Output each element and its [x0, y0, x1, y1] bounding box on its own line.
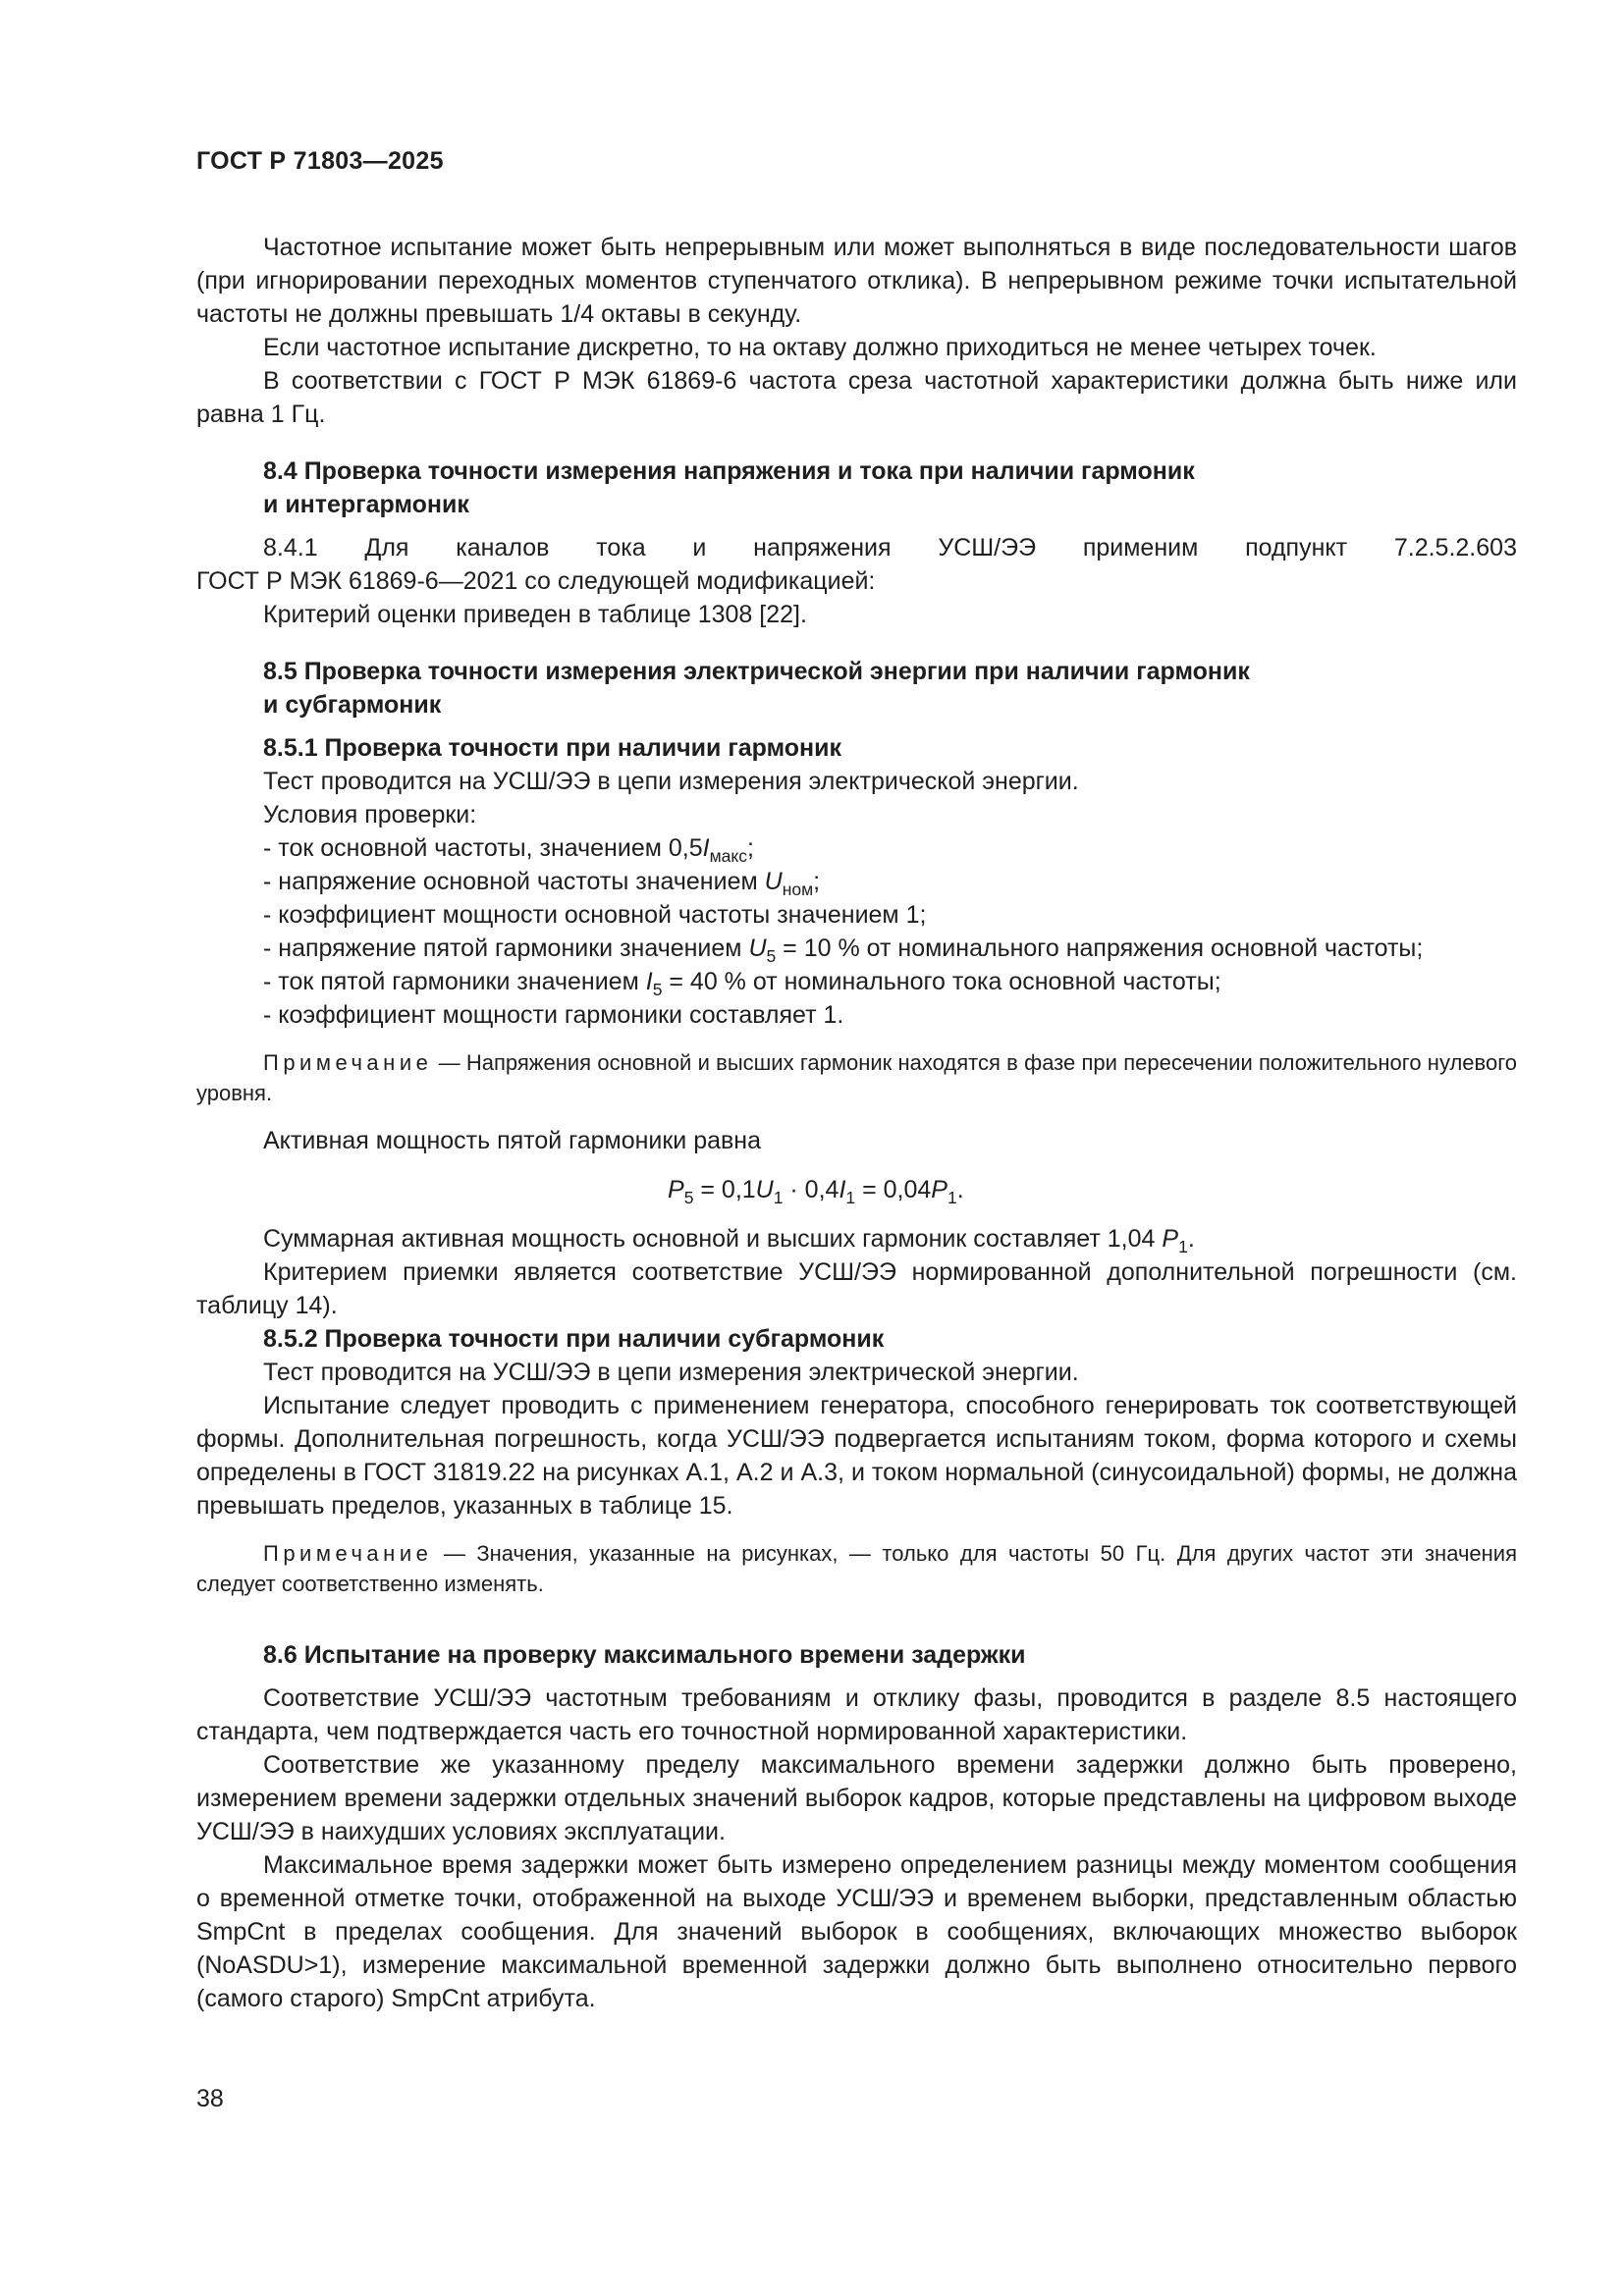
- condition-item: - ток пятой гармоники значением $I_5 = 40$ % от номинального тока основной частоты;: [263, 968, 1221, 999]
- paragraph-active-power: Активная мощность пятой гармоники равна: [263, 1127, 762, 1154]
- section-8-4-title-line2: и интергармоник: [263, 491, 469, 518]
- document-page: [196, 147, 1517, 2015]
- condition-item: - коэффициент мощности гармоники составляет 1.: [263, 1001, 844, 1029]
- note-label: Примечание: [263, 1050, 433, 1075]
- condition-item: - напряжение основной частоты значением $U_{ном}$;: [263, 868, 821, 899]
- section-8-4-1-first-line: [196, 531, 1517, 564]
- word: УСШ/ЭЭ: [938, 534, 1037, 561]
- condition-item: - напряжение пятой гармоники значением $U_5 = 10$ % от номинального напряжения основной частоты;: [263, 934, 1424, 966]
- word: тока: [596, 534, 646, 561]
- formula-fifth-harmonic-power: $P_5 = 0,1U_1 \cdot 0,4I_1 = 0,04P_1$.: [668, 1176, 964, 1207]
- word: и: [692, 534, 707, 561]
- word: 7.2.5.2.603: [1393, 534, 1517, 561]
- word: подпункт: [1245, 534, 1348, 561]
- section-8-5-title: [196, 655, 1517, 721]
- word: 8.4.1: [263, 534, 318, 561]
- paragraph-8-6-compliance: Соответствие УСШ/ЭЭ частотным требованиям и отклику фазы, проводится в разделе 8.5 настоящего стандарта, чем подтверждается часть его точностной нормированной характеристики.: [196, 1684, 1517, 1745]
- section-8-5-title-line2: и субгармоник: [263, 691, 442, 719]
- subsection-8-5-2-title: 8.5.2 Проверка точности при наличии субгармоник: [263, 1325, 885, 1353]
- note-harmonics-phase: Примечание — Напряжения основной и высших гармоник находятся в фазе при пересечении положительного нулевого уровня.: [196, 1050, 1517, 1105]
- subsection-8-5-1-title: 8.5.1 Проверка точности при наличии гармоник: [263, 734, 842, 762]
- paragraph-acceptance-criterion: Критерием приемки является соответствие УСШ/ЭЭ нормированной дополнительной погрешности (см. таблицу 14).: [196, 1258, 1517, 1319]
- word: напряжения: [753, 534, 892, 561]
- section-8-5-title-line1: 8.5 Проверка точности измерения электрической энергии при наличии гармоник: [263, 658, 1250, 685]
- paragraph-test-circuit: Тест проводится на УСШ/ЭЭ в цепи измерения электрической энергии.: [263, 768, 1079, 795]
- word: Для: [364, 534, 409, 561]
- section-8-4-title-line1: 8.4 Проверка точности измерения напряжения и тока при наличии гармоник: [263, 457, 1195, 485]
- paragraph-8-6-max-delay: Максимальное время задержки может быть измерено определением разницы между моментом сообщения о временной отметке точки, отображенной на выходе УСШ/ЭЭ и временем выборки, представленным областью SmpCnt в пределах сообщения. Для значений выборок в сообщениях, включающих множество выборок (NoASDU>1), измерение максимальной временной задержки должно быть выполнено относительно первого (самого старого) SmpCnt атрибута.: [196, 1851, 1517, 2012]
- paragraph-generator: Испытание следует проводить с применением генератора, способного генерировать ток соответствующей формы. Дополнительная погрешность, когда УСШ/ЭЭ подвергается испытаниям током, форма которого и схемы определены в ГОСТ 31819.22 на рисунках А.1, А.2 и А.3, и током нормальной (синусоидальной) формы, не должна превышать пределов, указанных в таблице 15.: [196, 1392, 1517, 1520]
- note-label: Примечание: [263, 1541, 433, 1566]
- word: каналов: [456, 534, 550, 561]
- condition-item: - ток основной частоты, значением $0,5I_{макс}$;: [263, 834, 754, 866]
- condition-item: - коэффициент мощности основной частоты значением 1;: [263, 901, 927, 929]
- paragraph-total-power: Суммарная активная мощность основной и высших гармоник составляет 1,04 $P_1$.: [263, 1225, 1195, 1256]
- document-header: ГОСТ Р 71803—2025: [196, 147, 444, 175]
- section-8-4-criterion: Критерий оценки приведен в таблице 1308 [22].: [263, 601, 807, 628]
- paragraph-discrete-test: Если частотное испытание дискретно, то на октаву должно приходиться не менее четырех точек.: [263, 334, 1377, 361]
- paragraph-8-6-delay-check: Соответствие же указанному пределу максимального времени задержки должно быть проверено, измерением времени задержки отдельных значений выборок кадров, которые представлены на цифровом выходе УСШ/ЭЭ в наихудших условиях эксплуатации.: [196, 1751, 1517, 1845]
- paragraph-cutoff-frequency: В соответствии с ГОСТ Р МЭК 61869-6 частота среза частотной характеристики должна быть ниже или равна 1 Гц.: [196, 367, 1517, 428]
- page-number: 38: [196, 2085, 224, 2112]
- word: применим: [1082, 534, 1199, 561]
- paragraph-frequency-test: Частотное испытание может быть непрерывным или может выполняться в виде последовательности шагов (при игнорировании переходных моментов ступенчатого отклика). В непрерывном режиме точки испытательной частоты не должны превышать 1/4 октавы в секунду.: [196, 234, 1517, 328]
- section-8-6-title: 8.6 Испытание на проверку максимального времени задержки: [263, 1641, 1026, 1669]
- note-frequency-values: Примечание — Значения, указанные на рисунках, — только для частоты 50 Гц. Для других частот эти значения следует соответственно изменять.: [196, 1541, 1517, 1596]
- section-8-4-title: [196, 454, 1517, 521]
- section-8-4-1-continuation: ГОСТ Р МЭК 61869-6—2021 со следующей модификацией:: [196, 567, 876, 595]
- paragraph-test-circuit-2: Тест проводится на УСШ/ЭЭ в цепи измерения электрической энергии.: [263, 1359, 1079, 1386]
- conditions-title: Условия проверки:: [263, 801, 477, 828]
